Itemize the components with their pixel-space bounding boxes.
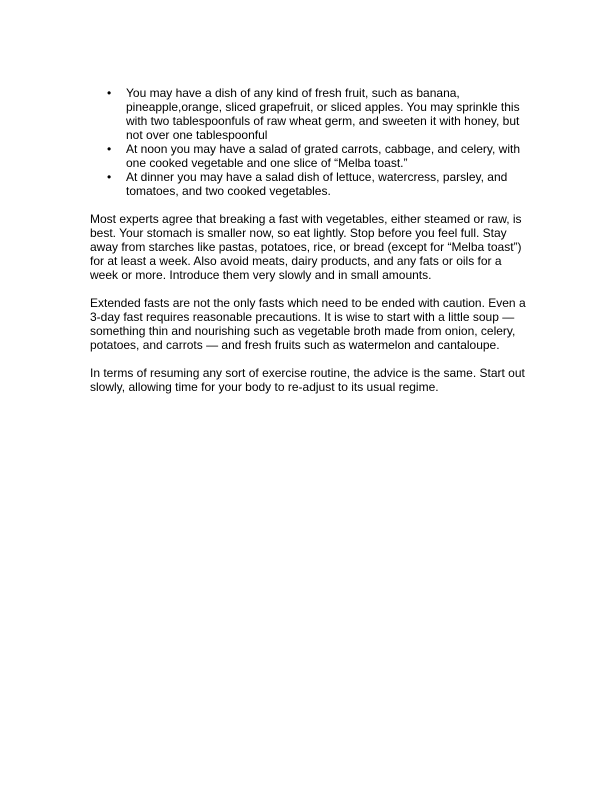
list-item <box>90 142 530 170</box>
list-item-text: At dinner you may have a salad dish of lettuce, watercress, parsley, and tomatoes, and two cooked vegetables. <box>126 170 508 198</box>
list-item-text: You may have a dish of any kind of fresh fruit, such as banana, pineapple,orange, sliced grapefruit, or sliced apples. You may sprinkle this with two tablespoonfuls of raw wheat germ, and sweeten it with honey, but not over one tablespoonful <box>126 86 520 142</box>
list-item-text: At noon you may have a salad of grated carrots, cabbage, and celery, with one cooked vegetable and one slice of “Melba toast.” <box>126 142 521 170</box>
list-item <box>90 86 530 142</box>
bullet-marker: • <box>107 170 112 184</box>
bullet-marker: • <box>107 86 112 100</box>
paragraph-extended-fasts: Extended fasts are not the only fasts which need to be ended with caution. Even a 3-day fast requires reasonable precautions. It is wise to start with a little soup — something thin and nourishing such as vegetable broth made from onion, celery, potatoes, and carrots — and fresh fruits such as watermelon and cantaloupe. <box>90 296 526 352</box>
document-page <box>90 86 530 408</box>
paragraph-breaking-fast: Most experts agree that breaking a fast with vegetables, either steamed or raw, is best. Your stomach is smaller now, so eat lightly. Stop before you feel full. Stay away from starches like pastas, potatoes, rice, or bread (except for “Melba toast”) for at least a week. Also avoid meats, dairy products, and any fats or oils for a week or more. Introduce them very slowly and in small amounts. <box>90 212 522 282</box>
list-item <box>90 170 530 198</box>
bullet-marker: • <box>107 142 112 156</box>
meal-bullet-list <box>90 86 530 198</box>
paragraph-exercise: In terms of resuming any sort of exercise routine, the advice is the same. Start out slowly, allowing time for your body to re-adjust to its usual regime. <box>90 366 525 394</box>
